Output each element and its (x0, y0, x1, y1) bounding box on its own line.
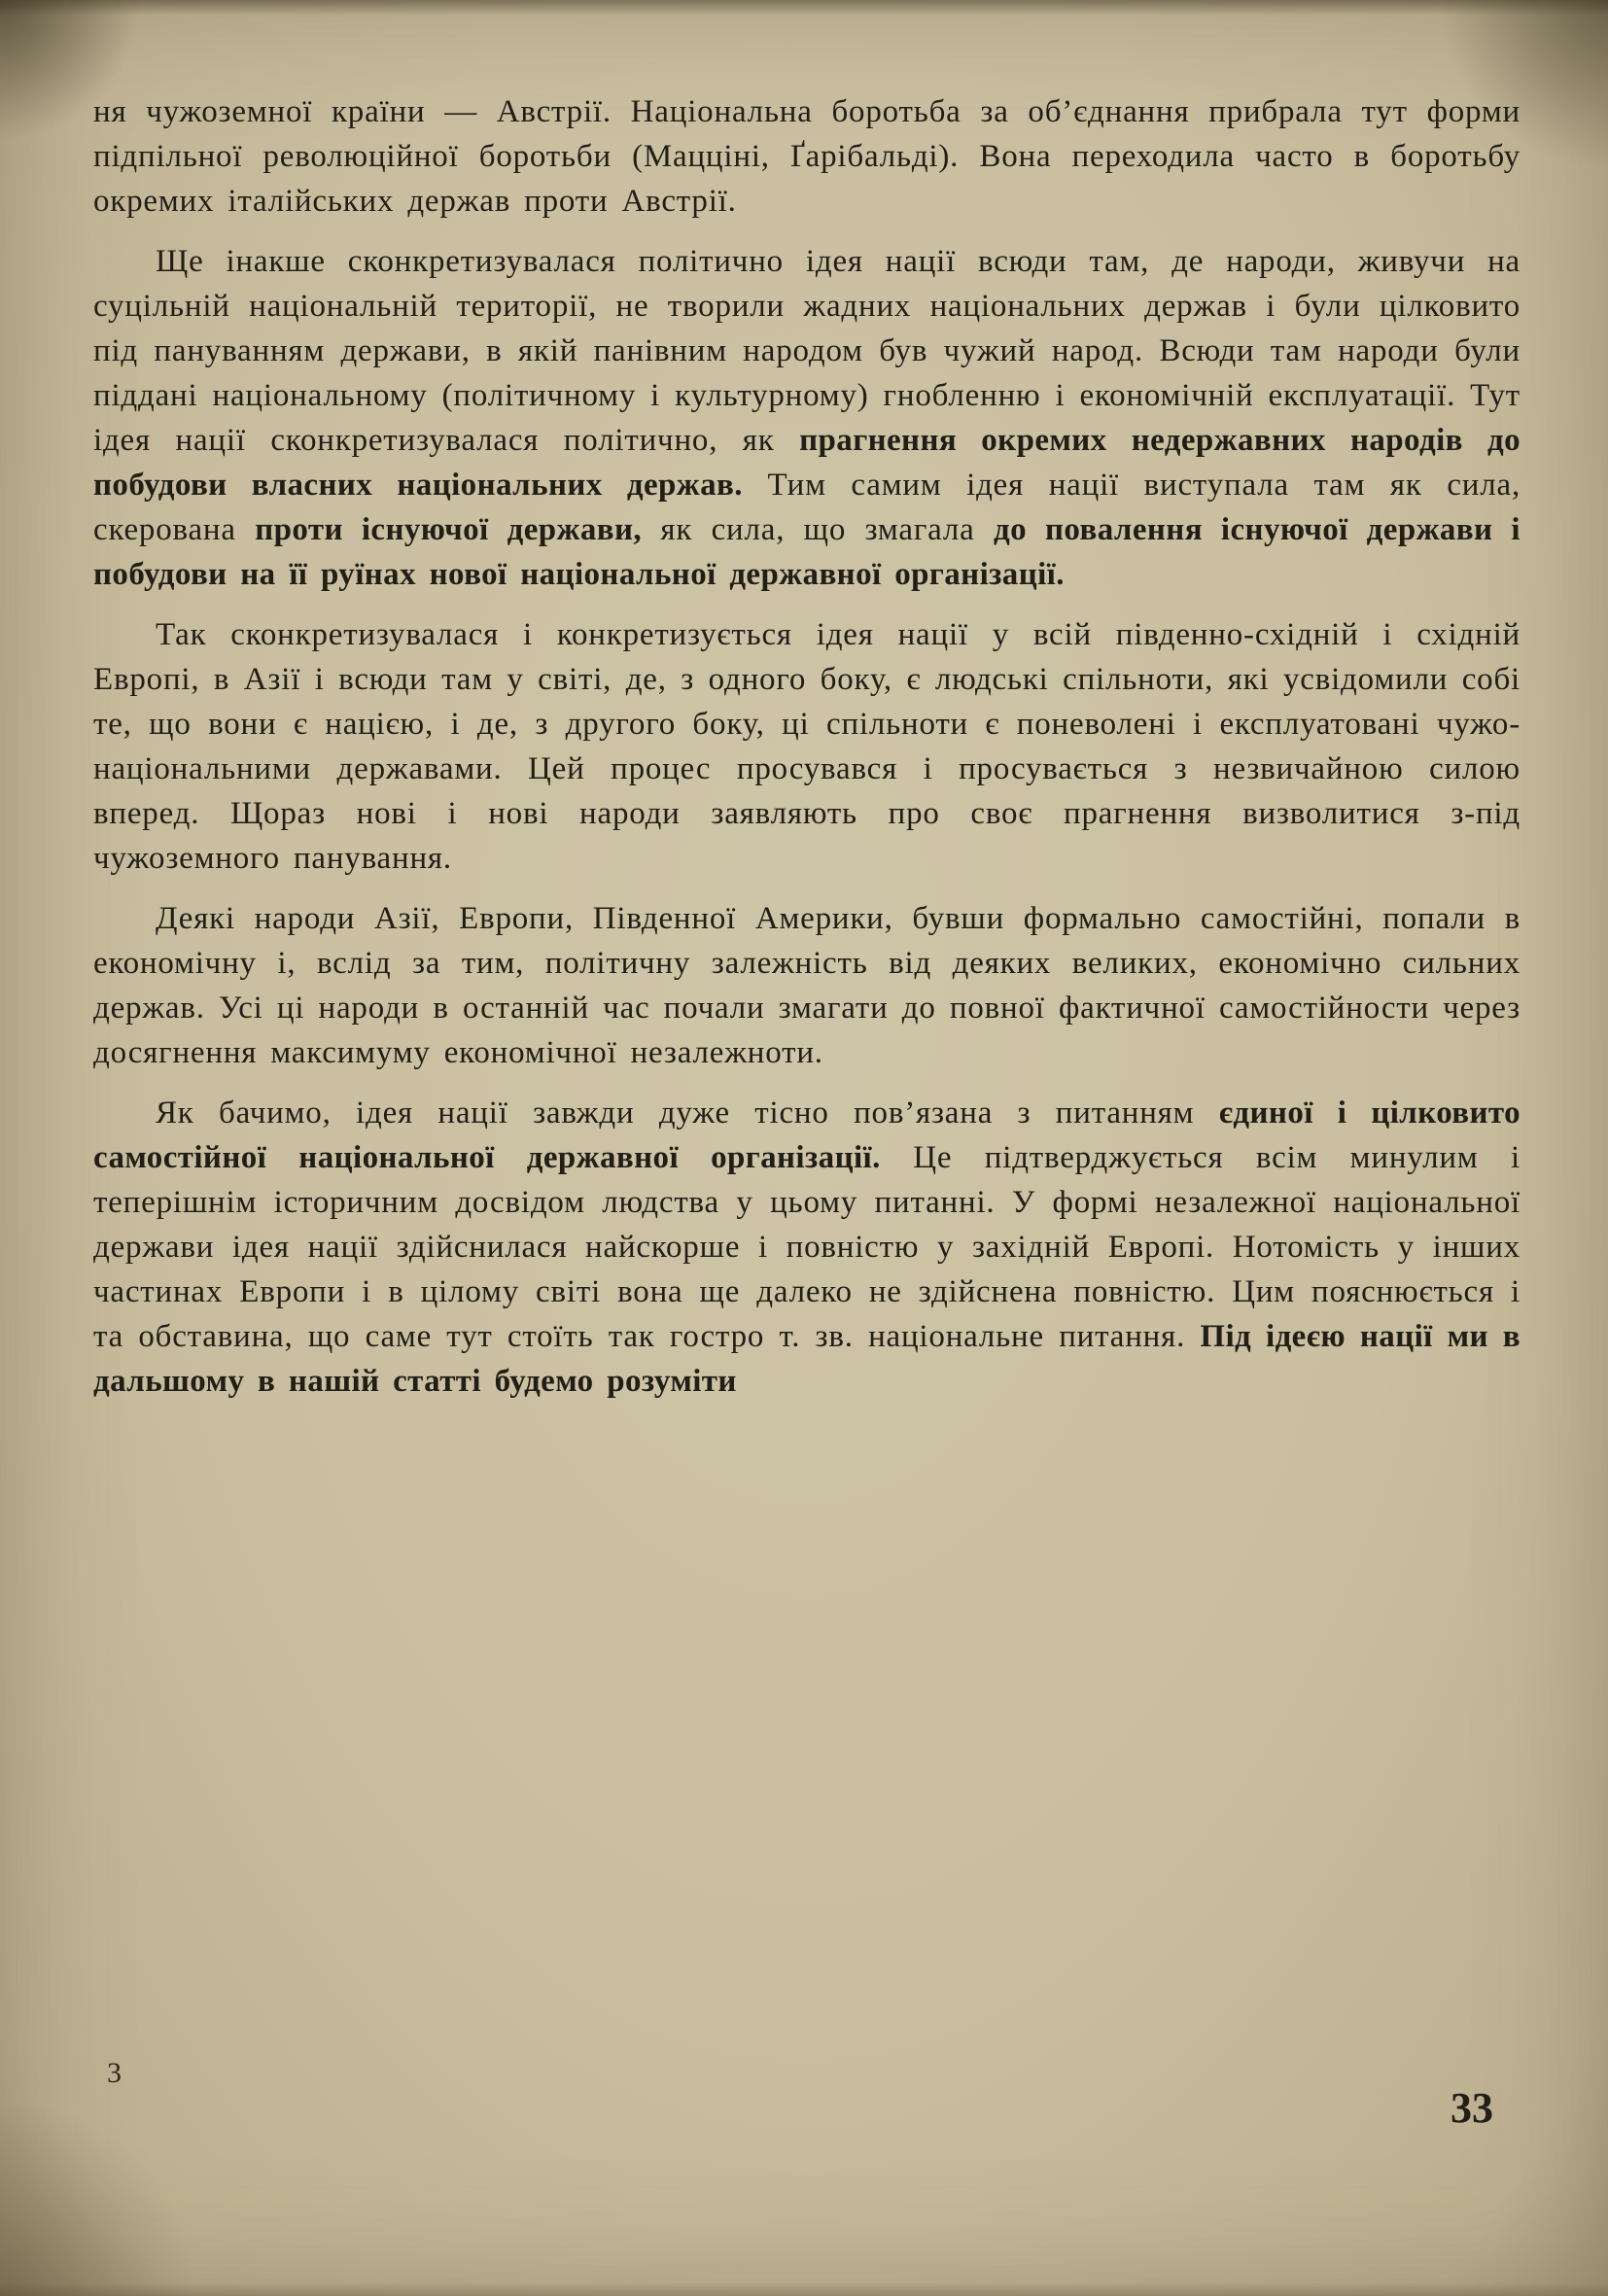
paragraph (93, 239, 1521, 597)
bold-text-segment: Під ідеєю нації ми в дальшому в нашій статті будемо розуміти (93, 1319, 1521, 1399)
text-segment: Це підтверджується всім минулим і теперішнім історичним досвідом людства у цьому питанні. У формі незалежної національної держави ідея нації здійснилася найскорше і повністю у західній Европі. Нотомість у інших частинах Европи і в цілому світі вона ще далеко не здійснена повністю. Цим пояснюється і та обставина, що саме тут стоїть так гостро т. зв. національне питання. (93, 1140, 1521, 1354)
text-block (93, 89, 1521, 1419)
bold-text-segment: єдиної і цілковито самостійної національної державної організації. (93, 1096, 1521, 1175)
paragraph (93, 896, 1521, 1075)
page-number-left: 3 (107, 2057, 122, 2089)
text-segment: Як бачимо, ідея нації завжди дуже тісно пов’язана з питанням (156, 1096, 1219, 1131)
text-segment: Так сконкретизувалася і конкретизується ідея нації у всій південно-східній і східній Европі, в Азії і всюди там у світі, де, з одного боку, є людські спільноти, які усвідомили собі те, що вони є нацією, і де, з другого боку, ці спільноти є поневолені і експлуатовані чужо-національними державами. Цей процес просувався і просувається з незвичайною силою вперед. Щораз нові і нові народи заявляють про своє прагнення визволитися з-під чужоземного панування. (93, 617, 1521, 876)
paragraph (93, 89, 1521, 224)
text-segment: Деякі народи Азії, Европи, Південної Америки, бувши формально самостійні, попали в економічну і, вслід за тим, політичну залежність від деяких великих, економічно сильних держав. Усі ці народи в останній час почали змагати до повної фактичної самостійности через досягнення максимуму економічної незалежноти. (93, 901, 1521, 1070)
bold-text-segment: до повалення існуючої держави і побудови на її руїнах нової національної державної організації. (93, 512, 1521, 592)
text-segment: ня чужоземної країни — Австрії. Національна боротьба за об’єднання прибрала тут форми підпільної революційної боротьби (Мацціні, Ґарібальді). Вона переходила часто в боротьбу окремих італійських держав проти Австрії. (93, 94, 1521, 219)
bold-text-segment: проти існуючої держави, (255, 512, 643, 547)
page-number-right: 33 (1451, 2084, 1493, 2132)
bold-text-segment: прагнення окремих недержавних народів до побудови власних національних держав. (93, 423, 1521, 503)
text-segment: як сила, що змагала (642, 512, 995, 547)
paragraph (93, 1091, 1521, 1404)
text-segment: Ще інакше сконкретизувалася політично ідея нації всюди там, де народи, живучи на суцільній національній території, не творили жадних національних держав і були цілковито під пануванням держави, в якій панівним народом був чужий народ. Всюди там народи були піддані національному (політичному і культурному) гнобленню і економічній експлуатації. Тут ідея нації сконкретизувалася політично, як (93, 244, 1521, 458)
text-segment: Тим самим ідея нації виступала там як сила, скерована (93, 468, 1521, 547)
paragraph (93, 612, 1521, 881)
